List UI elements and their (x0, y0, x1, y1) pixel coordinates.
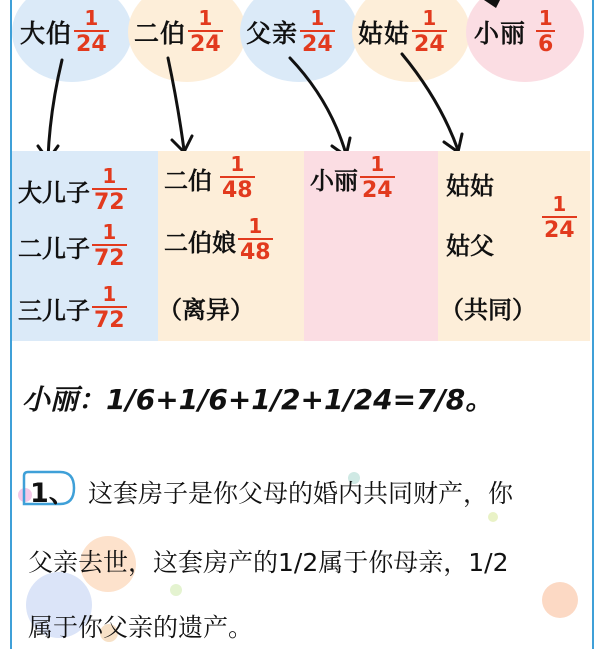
fraction-numerator: 1 (552, 192, 567, 216)
fraction-denominator: 72 (94, 190, 125, 215)
xiaoli-total-calculation: 小丽：1/6+1/6+1/2+1/24=7/8。 (22, 383, 494, 416)
heir-name: 小丽 (474, 19, 527, 48)
heir-note-divorced (158, 290, 254, 325)
fraction-denominator: 24 (414, 32, 445, 57)
fraction-numerator: 1 (102, 220, 117, 244)
joint-note: （共同） (440, 296, 536, 324)
share-fraction (92, 222, 127, 270)
heir-name: 父亲 (246, 19, 299, 48)
shared-share (540, 194, 577, 242)
arrow-line (290, 58, 346, 154)
share-fraction (542, 194, 577, 242)
fraction-denominator: 24 (362, 178, 393, 203)
heir-row (18, 284, 127, 332)
heir-row (310, 154, 395, 202)
fraction-denominator: 72 (94, 246, 125, 271)
heir-name: 大伯 (20, 19, 73, 48)
point-line-2: 父亲去世，这套房产的1/2属于你母亲，1/2 (28, 548, 509, 577)
heir-aunt-husband-line (446, 226, 494, 261)
fraction-numerator: 1 (102, 164, 117, 188)
arrow-line (402, 54, 458, 150)
heir-name: 姑姑 (358, 19, 411, 48)
heir-row (164, 154, 255, 202)
heir-row (164, 216, 273, 264)
fraction-numerator: 1 (102, 282, 117, 306)
arrow-line (168, 58, 184, 150)
heir-row (18, 222, 127, 270)
fraction-denominator: 48 (222, 178, 253, 203)
point-line-3: 属于你父亲的遗产。 (28, 613, 254, 642)
share-fraction (92, 284, 127, 332)
heir-name: 二伯 (134, 19, 187, 48)
heir-name: 二伯娘 (164, 228, 236, 257)
heir-name: 姑父 (446, 232, 494, 260)
heir-aunt-line (446, 166, 494, 201)
fraction-numerator: 1 (538, 6, 553, 30)
share-fraction (220, 154, 255, 202)
fraction-denominator: 24 (544, 218, 575, 243)
heir-note-joint (440, 290, 536, 325)
decor-dot (488, 512, 498, 522)
fraction-denominator: 48 (240, 240, 271, 265)
heir-row (18, 166, 127, 214)
decor-dot (170, 584, 182, 596)
heir-name: 小丽 (310, 166, 358, 195)
corner-mark (484, 0, 500, 8)
fraction-numerator: 1 (422, 6, 437, 30)
point-number-badge: 1、 (30, 478, 76, 509)
fraction-numerator: 1 (248, 214, 263, 238)
fraction-numerator: 1 (310, 6, 325, 30)
point-line-1: 这套房子是你父母的婚内共同财产，你 (88, 479, 514, 508)
heir-name: 二儿子 (18, 234, 90, 263)
fraction-denominator: 6 (538, 32, 554, 57)
fraction-denominator: 72 (94, 308, 125, 333)
fraction-denominator: 24 (302, 32, 333, 57)
fraction-numerator: 1 (230, 152, 245, 176)
share-fraction (238, 216, 273, 264)
share-fraction (360, 154, 395, 202)
arrow-line (48, 60, 62, 158)
fraction-numerator: 1 (370, 152, 385, 176)
heir-name: 姑姑 (446, 172, 494, 200)
divorce-note: （离异） (158, 296, 254, 324)
fraction-numerator: 1 (198, 6, 213, 30)
fraction-denominator: 24 (190, 32, 221, 57)
heir-name: 三儿子 (18, 296, 90, 325)
heir-name: 二伯 (164, 166, 212, 195)
inheritance-arrows (0, 0, 606, 170)
share-fraction (92, 166, 127, 214)
fraction-denominator: 24 (76, 32, 107, 57)
fraction-numerator: 1 (84, 6, 99, 30)
heir-name: 大儿子 (18, 178, 90, 207)
